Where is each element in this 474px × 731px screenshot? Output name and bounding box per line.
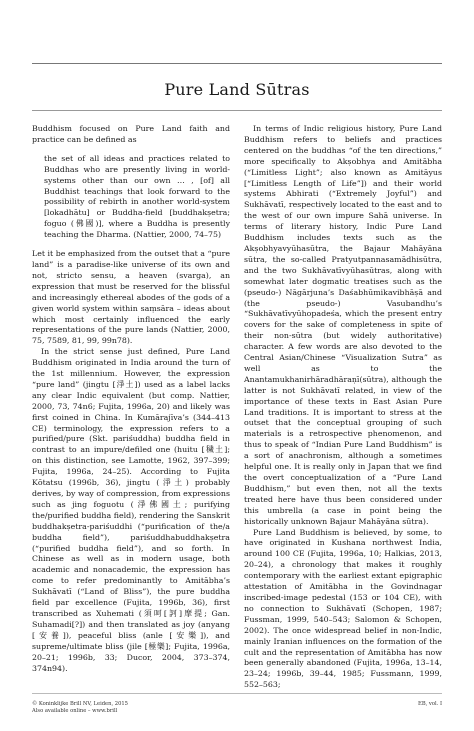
left-column — [32, 124, 230, 674]
availability-line: Also available online – www.brill — [32, 708, 118, 714]
quote-text: the set of all ideas and practices related to Buddhas who are presently living in world-systems other than our own … , [of] all Buddhist teachings that look forward to the possibility of rebirth in another world-system [lokadhātu] or Buddha-field [buddhakṣetra; foguo (佛國)], where a Buddha is presently teaching the Dharma. (Nattier, 2000, 74–75) — [44, 153, 230, 240]
copyright-line: © Koninklijke Brill NV, Leiden, 2015 — [32, 701, 128, 707]
right-column — [244, 124, 442, 691]
footer-rule — [32, 693, 442, 694]
body-paragraph: Let it be emphasized from the outset that a “pure land” is a paradise-like universe of its own and not, stricto sensu, a heaven (svarga), an expression that must be reserved for the blissful and increasingly ethereal abodes of the gods of a given world system within saṃsāra – ideas about which most certainly influenced the early representations of the pure lands (Nattier, 2000, 75, 7589, 81, 99, 99n78). — [32, 249, 230, 346]
footer-left — [32, 701, 128, 715]
body-paragraph: Pure Land Buddhism is believed, by some, to have originated in Kushana northwest India, around 100 CE (Fujita, 1996a, 10; Halkias, 2013, 20–24), a chronology that makes it roughly contemporary with the earliest extant epigraphic attestation of Amitābha in the Govindnagar inscribed-image pedestal (153 or 104 CE), with no connection to Sukhāvatī (Schopen, 1987; Fussman, 1999, 540–543; Salomon & Schopen, 2002). The once widespread belief in non-Indic, mainly Iranian influences on the formation of the cult and the representation of Amitābha has now been generally abandoned (Fujita, 1996a, 13–14, 23–24; 1996b, 39–44, 1985; Fussmann, 1999, 552–563; — [244, 527, 442, 690]
body-paragraph: In terms of Indic religious history, Pure Land Buddhism refers to beliefs and practices centered on the buddhas “of the ten directions,” more specifically to Akṣobhya and Amitābha (“Limitless Light”; also known as Amitāyus [“Limitless Length of Life”]) and their world systems Abhirati (“Extremely Joyful”) and Sukhāvatī, respectively located to the east and to the west of our own impure Sahā universe. In terms of literary history, Indic Pure Land Buddhism includes texts such as the Akṣobhyavyūhasūtra, the Bajaur Mahāyāna sūtra, the so-called Pratyutpannasamādhisūtra, and the two Sukhāvatīvyūhasūtras, along with somewhat later dogmatic treatises such as the (pseudo-) Nāgārjuna’s Daśabhūmikavibhāṣā and (the pseudo-) Vasubandhu’s “Sukhāvatīvyūhopadeśa, which the present entry covers for the sake of completeness in spite of their non-sūtra (but widely authoritative) character. A few words are also devoted to the Central Asian/Chinese “Visualization Sutra” as well as to the Anantamukhanirhāradhāraṇī(sūtra), although the latter is not Sukhāvatī related, in view of the importance of these texts in East Asian Pure Land traditions. It is important to stress at the outset that the conceptual grouping of such materials is a retrospective phenomenon, and thus to speak of “Indian Pure Land Buddhism” is a sort of anachronism, although a sometimes helpful one. It is really only in Japan that we find the overt conceptualization of a “Pure Land Buddhism,” but even then, not all the texts treated here have thus been considered under this umbrella (a case in point being the historically unknown Bajaur Mahāyāna sūtra). — [244, 124, 442, 526]
article-title: Pure Land Sūtras — [164, 80, 310, 99]
block-quote — [44, 154, 230, 241]
intro-paragraph: Buddhism focused on Pure Land faith and practice can be defined as — [32, 124, 230, 144]
title-rule — [32, 110, 442, 111]
header-rule — [32, 63, 442, 64]
page-reference: EB, vol. I — [418, 701, 442, 707]
body-paragraph: In the strict sense just defined, Pure Land Buddhism originated in India around the turn of the 1st millennium. However, the expression “pure land” (jingtu [淨土]) used as a label lacks any clear Indic equivalent (but comp. Nattier, 2000, 73, 74n6; Fujita, 1996a, 20) and likely was first coined in China. In Kumārajīva’s (344–413 CE) terminology, the expression refers to a purified/pure (Skt. pariśuddha) buddha field in contrast to an impure/defiled one (huitu [穢土]; on this distinction, see Lamotte, 1962, 397–399; Fujita, 1996a, 24–25). According to Fujita Kōtatsu (1996b, 36), jingtu (淨土) probably derives, by way of compression, from expressions such as jing foguotu (淨佛國土; purifying the/purified buddha field), rendering the Sanskrit buddhakṣetra-pariśuddhi (“purification of the/a buddha field”), pariśuddhabuddhakṣetra (“purified buddha field”), and so forth. In Chinese as well as in modern usage, both academic and nonacademic, the expression has come to refer predominantly to Amitābha’s Sukhāvatī (“Land of Bliss”), the pure buddha field par excellence (Fujita, 1996b, 36), first transcribed as Xuhemati (須呵[訶]摩提; Gan. Suhamadi[?]) and then translated as joy (anyang [安養]), peaceful bliss (anle [安樂]), and supreme/ultimate bliss (jile [極樂]; Fujita, 1996a, 20–21; 1996b, 33; Ducor, 2004, 373–374, 374n94). — [32, 347, 230, 673]
